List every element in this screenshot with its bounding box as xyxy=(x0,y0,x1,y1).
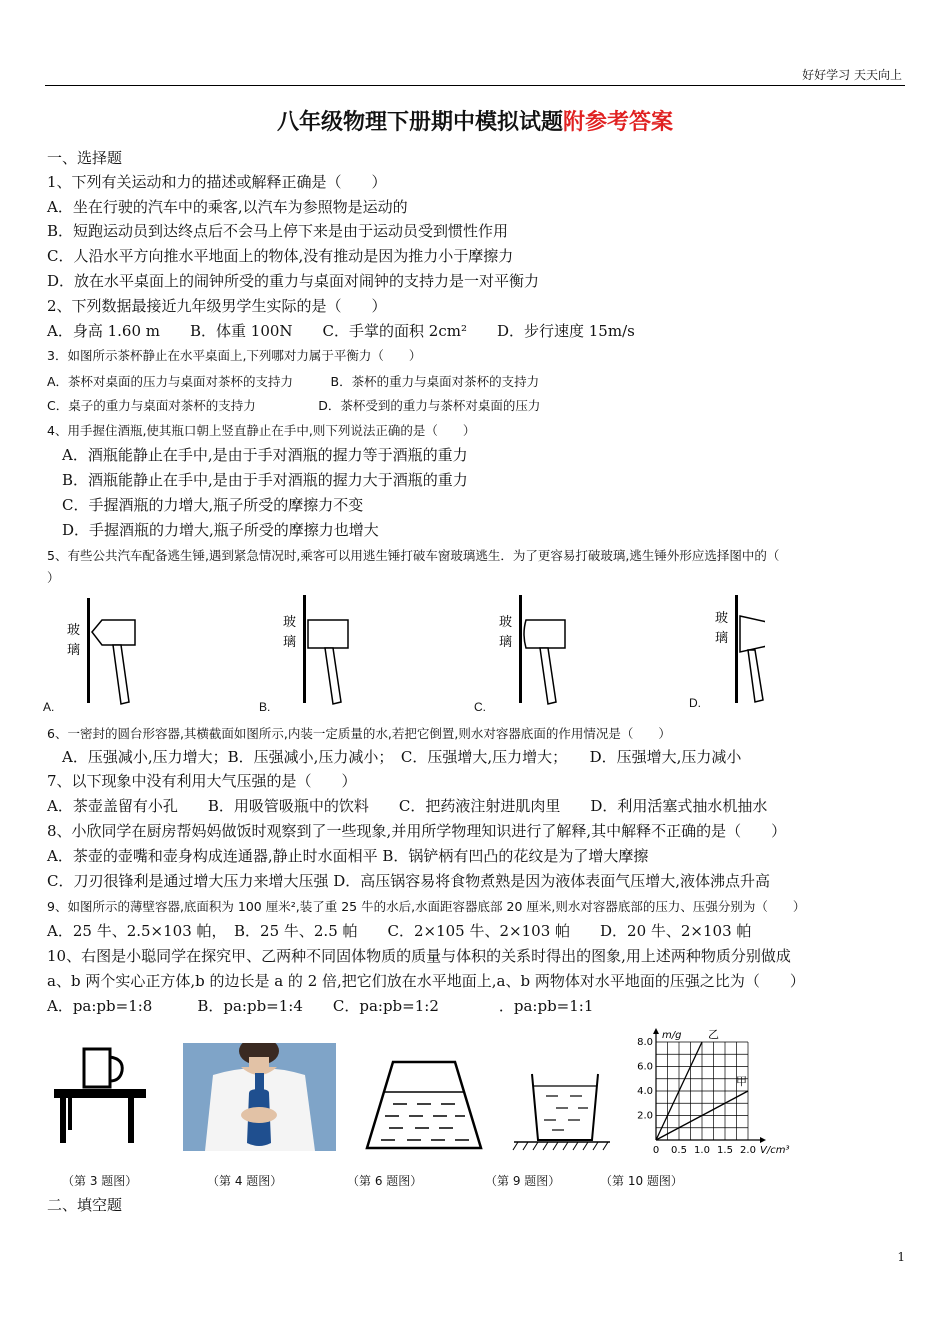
q10-stem-2: a、b 两个实心正方体,b 的边长是 a 的 2 倍,把它们放在水平地面上,a、b 两物体对水平地面的压强之比为（ ） xyxy=(47,972,805,990)
svg-text:玻: 玻 xyxy=(283,615,297,630)
figure-thin-container xyxy=(512,1070,612,1155)
hammer-d xyxy=(715,595,765,703)
series-name-1: 甲 xyxy=(736,1075,747,1088)
q5-hammer-figures xyxy=(45,590,765,720)
q6-stem: 6、一密封的圆台形容器,其横截面如图所示,内装一定质量的水,若把它倒置,则水对容器底面的作用情况是（ ） xyxy=(47,726,671,741)
section-choice: 一、选择题 xyxy=(47,149,123,167)
header-motto: 好好学习 天天向上 xyxy=(802,68,902,82)
q1-option-a: A．坐在行驶的汽车中的乘客,以汽车为参照物是运动的 xyxy=(47,198,408,216)
x-tick-label: 2.0 xyxy=(740,1145,756,1156)
y-axis-arrow xyxy=(653,1028,659,1034)
hammer-b xyxy=(283,595,348,704)
q1-option-b: B．短跑运动员到达终点后不会马上停下来是由于运动员受到惯性作用 xyxy=(47,222,509,240)
q7-stem: 7、以下现象中没有利用大气压强的是（ ） xyxy=(47,772,357,790)
hammer-a xyxy=(67,598,135,704)
q9-options: A．25 牛、2.5×103 帕， B．25 牛、2.5 帕 C．2×105 牛、2×103 帕 D．20 牛、2×103 帕 xyxy=(47,922,752,940)
q9-stem: 9、如图所示的薄壁容器,底面积为 100 厘米²,装了重 25 牛的水后,水面距容器底部 20 厘米,则水对容器底部的压力、压强分别为（ ） xyxy=(47,899,806,914)
figure-bottle-photo xyxy=(183,1043,336,1151)
x-tick-label: 0.5 xyxy=(671,1145,687,1156)
title-main: 八年级物理下册期中模拟试题 xyxy=(276,109,563,135)
header-rule xyxy=(45,85,905,86)
q3-options-cd: C．桌子的重力与桌面对茶杯的支持力 D．茶杯受到的重力与茶杯对桌面的压力 xyxy=(47,398,541,413)
series-name-0: 乙 xyxy=(708,1028,719,1041)
svg-text:玻: 玻 xyxy=(715,611,729,626)
q4-option-d: D．手握酒瓶的力增大,瓶子所受的摩擦力也增大 xyxy=(62,521,379,539)
caption-fig-3: （第 3 题图） xyxy=(62,1174,138,1188)
svg-text:璃: 璃 xyxy=(715,631,729,646)
hammer-label-d: D. xyxy=(689,696,701,710)
q1-option-d: D．放在水平桌面上的闹钟所受的重力与桌面对闹钟的支持力是一对平衡力 xyxy=(47,272,540,290)
hammer-label-a: A. xyxy=(43,700,55,714)
x-tick-label: 0 xyxy=(652,1145,660,1156)
svg-text:璃: 璃 xyxy=(499,635,513,650)
q4-option-b: B．酒瓶能静止在手中,是由于手对酒瓶的握力大于酒瓶的重力 xyxy=(62,471,468,489)
x-axis-arrow xyxy=(760,1137,766,1143)
q8-options-cd: C．刀刃很锋利是通过增大压力来增大压强 D．高压锅容易将食物煮熟是因为液体表面气压增大,液体沸点升高 xyxy=(47,872,771,890)
caption-fig-9: （第 9 题图） xyxy=(485,1174,561,1188)
y-tick-label: 4.0 xyxy=(637,1086,653,1097)
caption-fig-4: （第 4 题图） xyxy=(207,1174,283,1188)
svg-text:璃: 璃 xyxy=(283,635,297,650)
figure-mass-volume-chart xyxy=(630,1018,810,1158)
q3-options-ab: A．茶杯对桌面的压力与桌面对茶杯的支持力 B．茶杯的重力与桌面对茶杯的支持力 xyxy=(47,374,540,389)
q2-stem: 2、下列数据最接近九年级男学生实际的是（ ） xyxy=(47,297,387,315)
q8-stem: 8、小欣同学在厨房帮妈妈做饭时观察到了一些现象,并用所学物理知识进行了解释,其中解释不正确的是（ ） xyxy=(47,822,787,840)
q5-stem: 5、有些公共汽车配备逃生锤,遇到紧急情况时,乘客可以用逃生锤打破车窗玻璃逃生．为了更容易打破玻璃,逃生锤外形应选择图中的（ xyxy=(47,548,780,563)
title-suffix: 附参考答案 xyxy=(563,109,674,135)
q4-option-a: A．酒瓶能静止在手中,是由于手对酒瓶的握力等于酒瓶的重力 xyxy=(62,446,468,464)
x-tick-label: 1.0 xyxy=(694,1145,710,1156)
chart-grid xyxy=(656,1042,748,1140)
figure-teacup-table xyxy=(46,1045,151,1145)
q1-option-c: C．人沿水平方向推水平地面上的物体,没有推动是因为推力小于摩擦力 xyxy=(47,247,514,265)
page-number: 1 xyxy=(897,1250,905,1264)
y-axis-label: m/g xyxy=(662,1030,682,1041)
q7-options: A．茶壶盖留有小孔 B．用吸管吸瓶中的饮料 C．把药液注射进肌肉里 D．利用活塞式抽水机抽水 xyxy=(47,797,768,815)
section-fill-blank: 二、填空题 xyxy=(47,1196,123,1214)
caption-fig-10: （第 10 题图） xyxy=(600,1174,683,1188)
hammer-label-c: C. xyxy=(474,700,486,714)
y-tick-label: 6.0 xyxy=(637,1061,653,1073)
q10-options: A．pa:pb=1:8 B．pa:pb=1:4 C．pa:pb=1:2 ．pa:pb=1:1 xyxy=(47,997,594,1015)
x-tick-label: 1.5 xyxy=(717,1145,733,1156)
figure-frustum-container xyxy=(363,1058,485,1153)
q6-options: A．压强减小,压力增大；B．压强减小,压力减小； C．压强增大,压力增大； D．压强增大,压力减小 xyxy=(62,748,742,766)
q3-stem: 3．如图所示茶杯静止在水平桌面上,下列哪对力属于平衡力（ ） xyxy=(47,348,422,363)
q4-option-c: C．手握酒瓶的力增大,瓶子所受的摩擦力不变 xyxy=(62,496,364,514)
glass-char-1: 玻 xyxy=(67,623,81,638)
x-axis-label: V/cm³ xyxy=(760,1145,790,1156)
q8-options-ab: A．茶壶的壶嘴和壶身构成连通器,静止时水面相平 B．锅铲柄有凹凸的花纹是为了增大摩擦 xyxy=(47,847,649,865)
glass-char-2: 璃 xyxy=(67,643,81,658)
hammer-c xyxy=(499,595,565,704)
hammer-label-b: B. xyxy=(259,700,271,714)
q2-options: A．身高 1.60 m B．体重 100N C．手掌的面积 2cm² D．步行速度 15m/s xyxy=(47,322,635,340)
q4-stem: 4、用手握住酒瓶,使其瓶口朝上竖直静止在手中,则下列说法正确的是（ ） xyxy=(47,423,476,438)
q10-stem-1: 10、右图是小聪同学在探究甲、乙两种不同固体物质的质量与体积的关系时得出的图象,用上述两种物质分别做成 xyxy=(47,947,791,965)
svg-text:玻: 玻 xyxy=(499,615,513,630)
chart-axes xyxy=(653,1028,766,1143)
caption-fig-6: （第 6 题图） xyxy=(347,1174,423,1188)
y-tick-label: 8.0 xyxy=(637,1037,653,1048)
y-tick-label: 2.0 xyxy=(637,1110,653,1122)
page-title xyxy=(0,105,950,136)
q5-stem-close: ） xyxy=(47,570,60,585)
q1-stem: 1、下列有关运动和力的描述或解释正确是（ ） xyxy=(47,173,387,191)
